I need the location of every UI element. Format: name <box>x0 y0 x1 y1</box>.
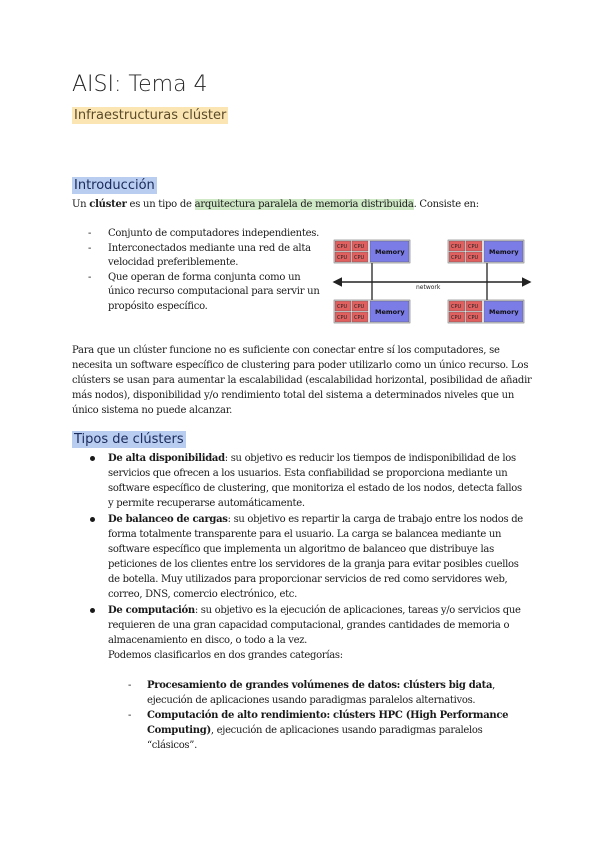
intro-paragraph: Para que un clúster funcione no es suficiente con conectar entre sí los computadores, se necesita un software específico de clustering para poder utilizarlo como un único recurso. Los clústers se usan para aumentar la escalabilidad (escalabilidad horizontal, posibilidad de añadir más nodos), disponibilidad y/o rendimiento total del sistema a determinados niveles que un único sistema no puede alcanzar. <box>72 345 532 416</box>
computation-categories-list <box>108 678 528 753</box>
type-description: : su objetivo es la ejecución de aplicaciones, tareas y/o servicios que requieren de una gran capacidad computacional, grandes cantidades de memoria o almacenamiento en disco, o todo a la vez. <box>108 605 521 646</box>
node-bottom-right <box>448 282 524 323</box>
cpu-label: CPU <box>451 244 462 250</box>
list-item: - Conjunto de computadores independientes. <box>88 227 320 242</box>
cpu-label: CPU <box>337 315 348 321</box>
cluster-characteristics-list <box>88 227 320 314</box>
cluster-types-list <box>88 451 528 754</box>
definition-suffix: . Consiste en: <box>413 199 479 210</box>
cpu-label: CPU <box>468 315 479 321</box>
type-description: : su objetivo es reducir los tiempos de indisponibilidad de los servicios que ofrecen a los usuarios. Esta confiabilidad se proporciona mediante un software específico de clustering, que monitoriza el estado de los nodos, detecta fallos y permite recuperarse automáticamente. <box>108 453 522 509</box>
definition-term: clúster <box>89 199 127 210</box>
cpu-label: CPU <box>451 304 462 310</box>
document-subtitle: Infraestructuras clúster <box>74 108 227 123</box>
node-bottom-left <box>334 282 410 323</box>
list-item-computacion <box>88 603 528 753</box>
category-name: Computación de alto rendimiento: clústers HPC (High Performance Computing) <box>147 710 509 736</box>
type-name: De computación <box>108 605 195 616</box>
node-top-right <box>448 240 524 282</box>
cpu-label: CPU <box>354 315 365 321</box>
document-title: AISI: Tema 4 <box>72 72 208 97</box>
memory-label: Memory <box>489 308 519 316</box>
list-item-alta-disponibilidad <box>88 451 528 511</box>
node-top-left <box>334 240 410 282</box>
definition-prefix: Un <box>72 199 90 210</box>
cluster-diagram <box>332 237 532 329</box>
cpu-label: CPU <box>354 255 365 261</box>
cpu-label: CPU <box>337 255 348 261</box>
cpu-label: CPU <box>451 255 462 261</box>
category-description: , ejecución de aplicaciones usando paradigmas paralelos alternativos. <box>147 680 496 706</box>
categories-intro: Podemos clasificarlos en dos grandes categorías: <box>108 650 343 661</box>
type-name: De alta disponibilidad <box>108 453 225 464</box>
list-item-hpc <box>128 708 528 753</box>
list-item-big-data <box>128 678 528 708</box>
list-item: - Interconectados mediante una red de alta velocidad preferiblemente. <box>88 242 320 271</box>
cpu-label: CPU <box>451 315 462 321</box>
section-heading-introduccion: Introducción <box>74 178 155 193</box>
definition-middle: es un tipo de <box>126 199 195 210</box>
cpu-label: CPU <box>468 244 479 250</box>
cpu-label: CPU <box>337 244 348 250</box>
definition-highlight: arquitectura paralela de memoria distribuida <box>194 199 414 210</box>
memory-label: Memory <box>489 248 519 256</box>
cpu-label: CPU <box>354 304 365 310</box>
cpu-label: CPU <box>468 255 479 261</box>
cpu-label: CPU <box>337 304 348 310</box>
list-item-balanceo-cargas <box>88 512 528 602</box>
cpu-label: CPU <box>354 244 365 250</box>
type-name: De balanceo de cargas <box>108 514 228 525</box>
network-label: network <box>416 284 441 291</box>
cluster-definition <box>72 197 532 212</box>
category-description: , ejecución de aplicaciones usando paradigmas paralelos “clásicos”. <box>147 725 483 751</box>
memory-label: Memory <box>375 308 405 316</box>
cpu-label: CPU <box>468 304 479 310</box>
list-item: - Que operan de forma conjunta como un único recurso computacional para servir un propósito específico. <box>88 271 320 315</box>
type-description: : su objetivo es repartir la carga de trabajo entre los nodos de forma totalmente transparente para el usuario. La carga se balancea mediante un software específico que implementa un algoritmo de balanceo que distribuye las peticiones de los clientes entre los servidores de la granja para evitar posibles cuellos de botella. Muy utilizados para proporcionar servicios de red como servidores web, correo, DNS, comercio electrónico, etc. <box>108 514 523 600</box>
memory-label: Memory <box>375 248 405 256</box>
category-name: Procesamiento de grandes volúmenes de datos: clústers big data <box>147 680 493 691</box>
section-heading-tipos: Tipos de clústers <box>74 432 184 447</box>
